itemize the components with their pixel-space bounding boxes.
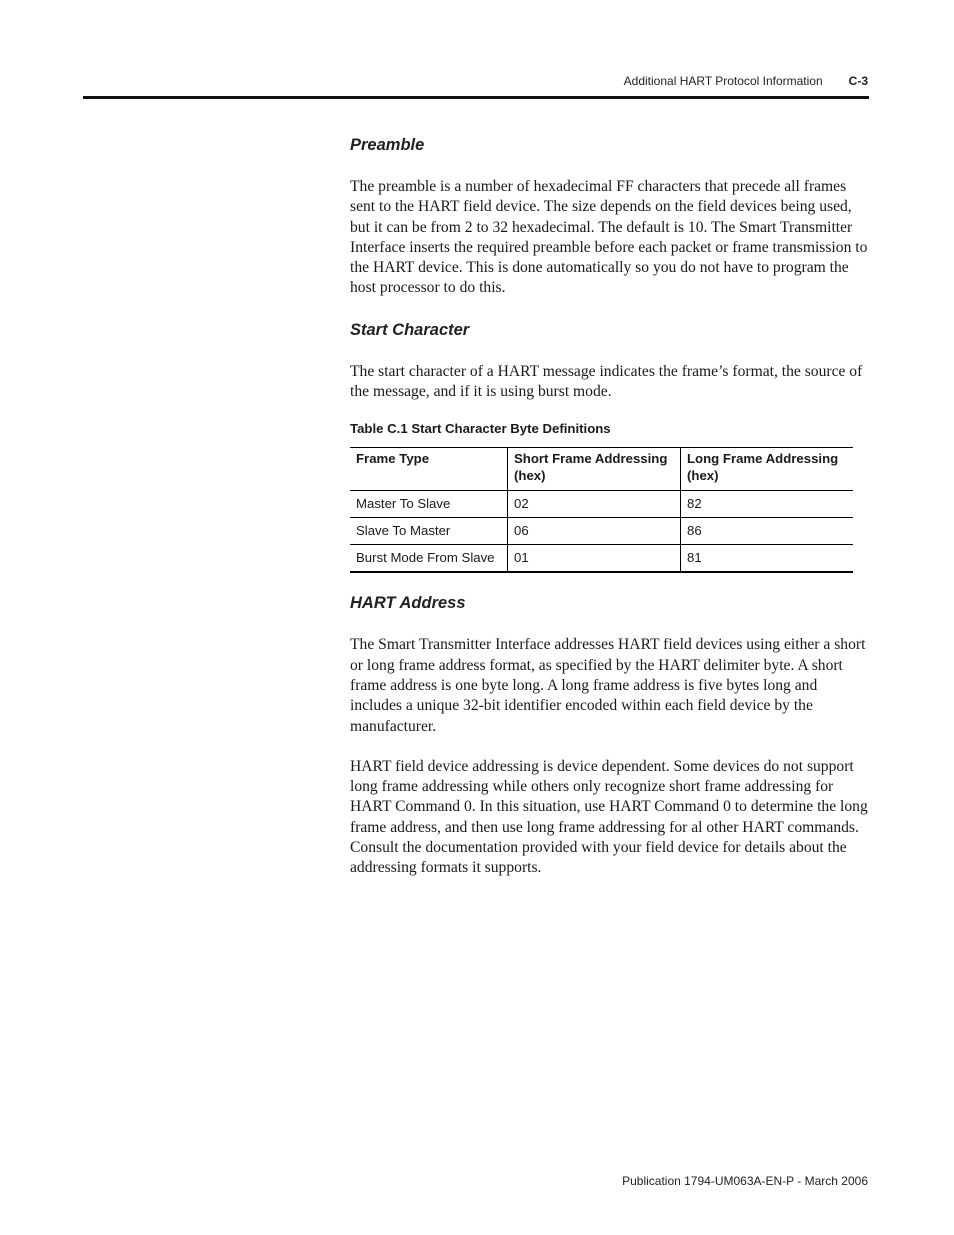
hart-address-paragraph-2: HART field device addressing is device dependent. Some devices do not support long frame addressing while others only recognize short frame addressing for HART Command 0. In this situation, use HART Command 0 to determine the long frame address, and then use long frame addressing for al other HART commands. Consult the documentation provided with your field device for details about the addressing formats it supports. <box>350 757 868 877</box>
header-rule <box>83 96 869 99</box>
table-cell: Master To Slave <box>350 491 508 518</box>
page-content <box>350 134 870 879</box>
column-header-short-frame: Short Frame Addressing (hex) <box>508 448 681 491</box>
table-caption: Table C.1 Start Character Byte Definitions <box>350 421 611 437</box>
start-character-heading: Start Character <box>350 320 470 339</box>
running-header-title: Additional HART Protocol Information <box>623 74 823 88</box>
table-row <box>350 545 853 573</box>
hart-address-paragraph-1: The Smart Transmitter Interface addresses HART field devices using either a short or long frame address format, as specified by the HART delimiter byte. A short frame address is one byte long. A long frame address is five bytes long and includes a unique 32-bit identifier encoded within each field device by the manufacturer. <box>350 636 866 735</box>
table-header-row <box>350 448 853 491</box>
table-cell: 81 <box>681 545 854 573</box>
preamble-heading: Preamble <box>350 136 425 154</box>
table-cell: 02 <box>508 491 681 518</box>
column-header-frame-type: Frame Type <box>350 448 508 491</box>
preamble-paragraph: The preamble is a number of hexadecimal FF characters that precede all frames sent to the HART field device. The size depends on the field devices being used, but it can be from 2 to 32 hexadecimal. The default is 10. The Smart Transmitter Interface inserts the required preamble before each packet or frame transmission to the HART device. This is done automatically so you do not have to program the host processor to do this. <box>350 178 868 297</box>
table-cell: Slave To Master <box>350 518 508 545</box>
running-header <box>624 74 868 88</box>
publication-footer: Publication 1794-UM063A-EN-P - March 2006 <box>622 1174 868 1188</box>
page-number: C-3 <box>848 74 868 88</box>
start-character-table <box>350 447 853 573</box>
table-cell: 86 <box>681 518 854 545</box>
table-cell: 01 <box>508 545 681 573</box>
column-header-long-frame: Long Frame Addressing (hex) <box>681 448 854 491</box>
table-cell: Burst Mode From Slave <box>350 545 508 573</box>
table-row <box>350 491 853 518</box>
table-row <box>350 518 853 545</box>
start-character-paragraph: The start character of a HART message indicates the frame’s format, the source of the message, and if it is using burst mode. <box>350 362 863 401</box>
hart-address-heading: HART Address <box>350 594 466 613</box>
table-cell: 82 <box>681 491 854 518</box>
table-cell: 06 <box>508 518 681 545</box>
